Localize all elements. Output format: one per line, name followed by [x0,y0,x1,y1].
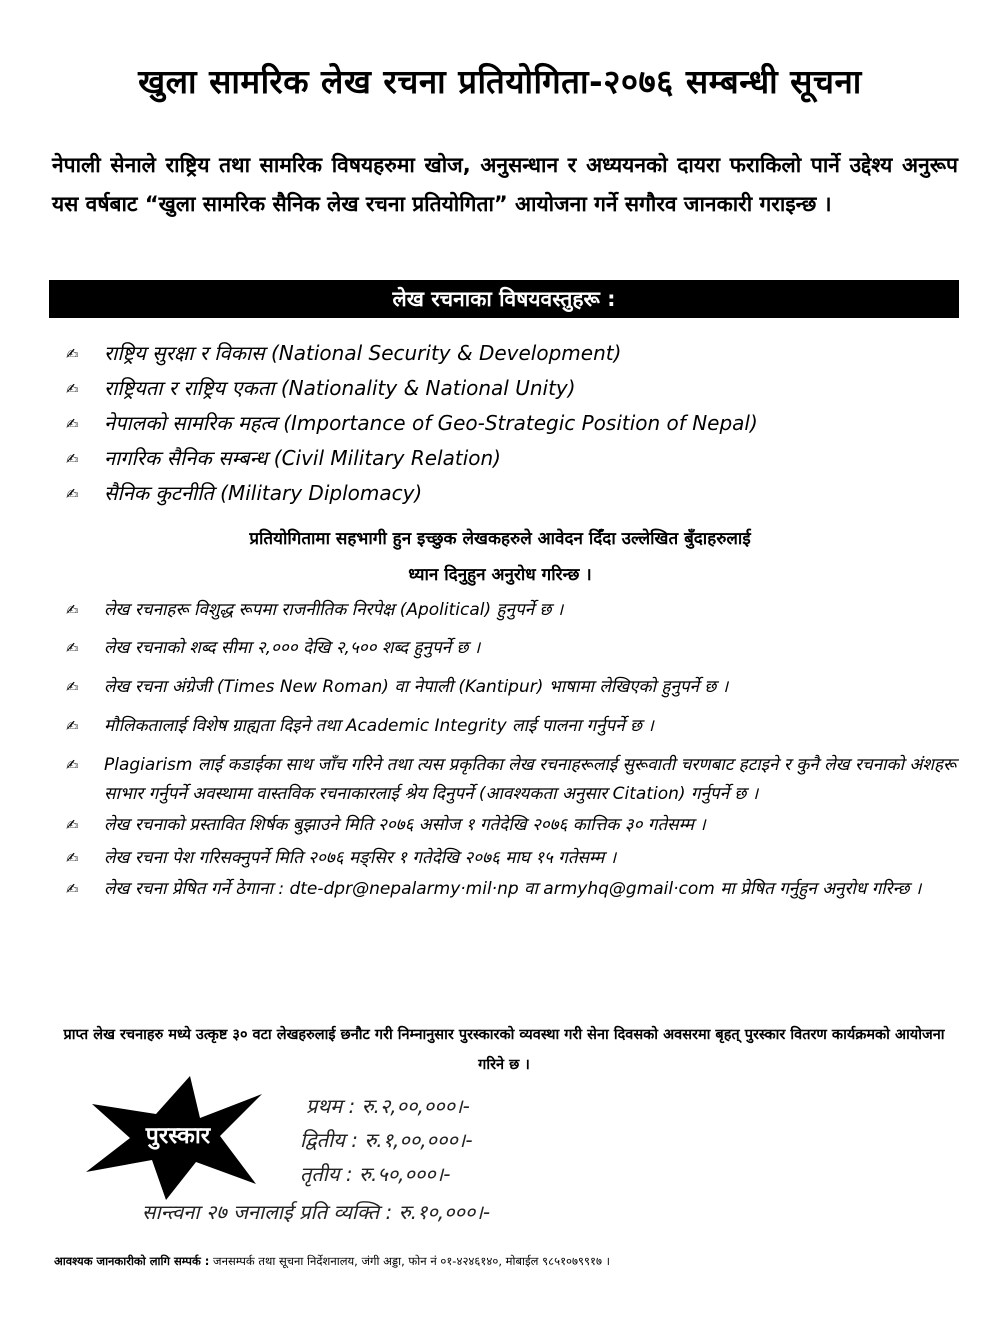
writing-hand-icon: ✍ [66,485,79,503]
footer-label: आवश्यक जानकारीको लागि सम्पर्क : [54,1254,210,1268]
rules-list [66,596,960,904]
prize-third: तृतीय : रु.५०,०००।- [300,1162,451,1186]
topic-text: नागरिक सैनिक सम्बन्ध (Civil Military Relation) [104,446,501,470]
rule-text: लेख रचना प्रेषित गर्ने ठेगाना : dte-dpr@nepalarmy·mil·np वा armyhq@gmail·com मा प्रेषित गर्नुहुन अनुरोध गरिन्छ । [104,879,922,899]
writing-hand-icon: ✍ [66,717,79,735]
rule-item [66,673,960,702]
writing-hand-icon: ✍ [66,816,79,834]
rule-text: लेख रचनाको शब्द सीमा २,००० देखि २,५०० शब्द हुनुपर्ने छ । [104,638,481,658]
rule-text: लेख रचनाको प्रस्तावित शिर्षक बुझाउने मिति २०७६ असोज १ गतेदेखि २०७६ कात्तिक ३० गतेसम्म । [104,815,706,835]
notice-line-2: ध्यान दिनुहुन अनुरोध गरिन्छ । [408,565,592,585]
topics-list [66,336,960,511]
topic-item [66,406,960,441]
rule-text: लेख रचना पेश गरिसक्नुपर्ने मिति २०७६ मङ्सिर १ गतेदेखि २०७६ माघ १५ गतेसम्म । [104,848,617,868]
footer-contact [54,1254,960,1269]
page-title: खुला सामरिक लेख रचना प्रतियोगिता-२०७६ सम्बन्धी सूचना [138,62,862,101]
footer-text: जनसम्पर्क तथा सूचना निर्देशनालय, जंगी अड्डा, फोन नं ०१-४२४६१४०, मोबाईल ९८५१०७९९१७ । [213,1254,610,1268]
topic-text: नेपालको सामरिक महत्व (Importance of Geo-Strategic Position of Nepal) [104,411,758,435]
writing-hand-icon: ✍ [66,601,79,619]
rule-text: लेख रचनाहरू विशुद्ध रूपमा राजनीतिक निरपेक्ष (Apolitical) हुनुपर्ने छ । [104,600,564,620]
rule-item [66,751,960,809]
rule-text: मौलिकतालाई विशेष ग्राह्यता दिइने तथा Academic Integrity लाई पालना गर्नुपर्ने छ । [104,716,654,736]
rule-text: Plagiarism लाई कडाईका साथ जाँच गरिने तथा त्यस प्रकृतिका लेख रचनाहरूलाई सुरूवाती चरणबाट हटाइने र कुनै लेख रचनाको अंशहरू साभार गर्नुपर्ने अवस्थामा वास्तविक रचनाकारलाई श्रेय दिनुपर्ने (आवश्यकता अनुसार Citation) गर्नुपर्ने छ । [104,755,957,804]
rule-item [66,811,960,840]
topics-heading-bar: लेख रचनाका विषयवस्तुहरू : [49,280,959,318]
writing-hand-icon: ✍ [66,345,79,363]
rule-item [66,844,960,873]
prize-note: प्राप्त लेख रचनाहरु मध्ये उत्कृष्ट ३० वटा लेखहरुलाई छनौट गरी निम्नानुसार पुरस्कारको व्यवस्था गरी सेना दिवसको अवसरमा बृहत् पुरस्कार वितरण कार्यक्रमको आयोजना गरिने छ । [63,1027,945,1073]
topic-text: राष्ट्रियता र राष्ट्रिय एकता (Nationality & National Unity) [104,376,576,400]
rule-item [66,875,960,904]
writing-hand-icon: ✍ [66,756,79,774]
notice-line-1: प्रतियोगितामा सहभागी हुन इच्छुक लेखकहरुले आवेदन दिँदा उल्लेखित बुँदाहरुलाई [249,529,751,549]
writing-hand-icon: ✍ [66,849,79,867]
writing-hand-icon: ✍ [66,380,79,398]
rule-item [66,712,960,741]
topic-text: सैनिक कुटनीति (Military Diplomacy) [104,481,423,505]
topic-item [66,336,960,371]
topic-item [66,441,960,476]
topic-item [66,371,960,406]
prize-consolation: सान्त्वना २७ जनालाई प्रति व्यक्ति : रु.१०,०००।- [142,1200,491,1224]
topic-item [66,476,960,511]
writing-hand-icon: ✍ [66,880,79,898]
writing-hand-icon: ✍ [66,450,79,468]
prize-second: द्वितीय : रु.१,००,०००।- [300,1128,473,1152]
rule-text: लेख रचना अंग्रेजी (Times New Roman) वा नेपाली (Kantipur) भाषामा लेखिएको हुनुपर्ने छ । [104,677,729,697]
intro-paragraph: नेपाली सेनाले राष्ट्रिय तथा सामरिक विषयहरुमा खोज, अनुसन्धान र अध्ययनको दायरा फराकिलो पार्ने उद्देश्य अनुरूप यस वर्षबाट “खुला सामरिक सैनिक लेख रचना प्रतियोगिता” आयोजना गर्ने सगौरव जानकारी गराइन्छ । [52,153,958,216]
writing-hand-icon: ✍ [66,678,79,696]
prize-badge: पुरस्कार [145,1123,211,1149]
writing-hand-icon: ✍ [66,639,79,657]
topic-text: राष्ट्रिय सुरक्षा र विकास (National Security & Development) [104,341,622,365]
rule-item [66,634,960,663]
rule-item [66,596,960,625]
prize-first: प्रथम : रु.२,००,०००।- [306,1094,470,1118]
writing-hand-icon: ✍ [66,415,79,433]
